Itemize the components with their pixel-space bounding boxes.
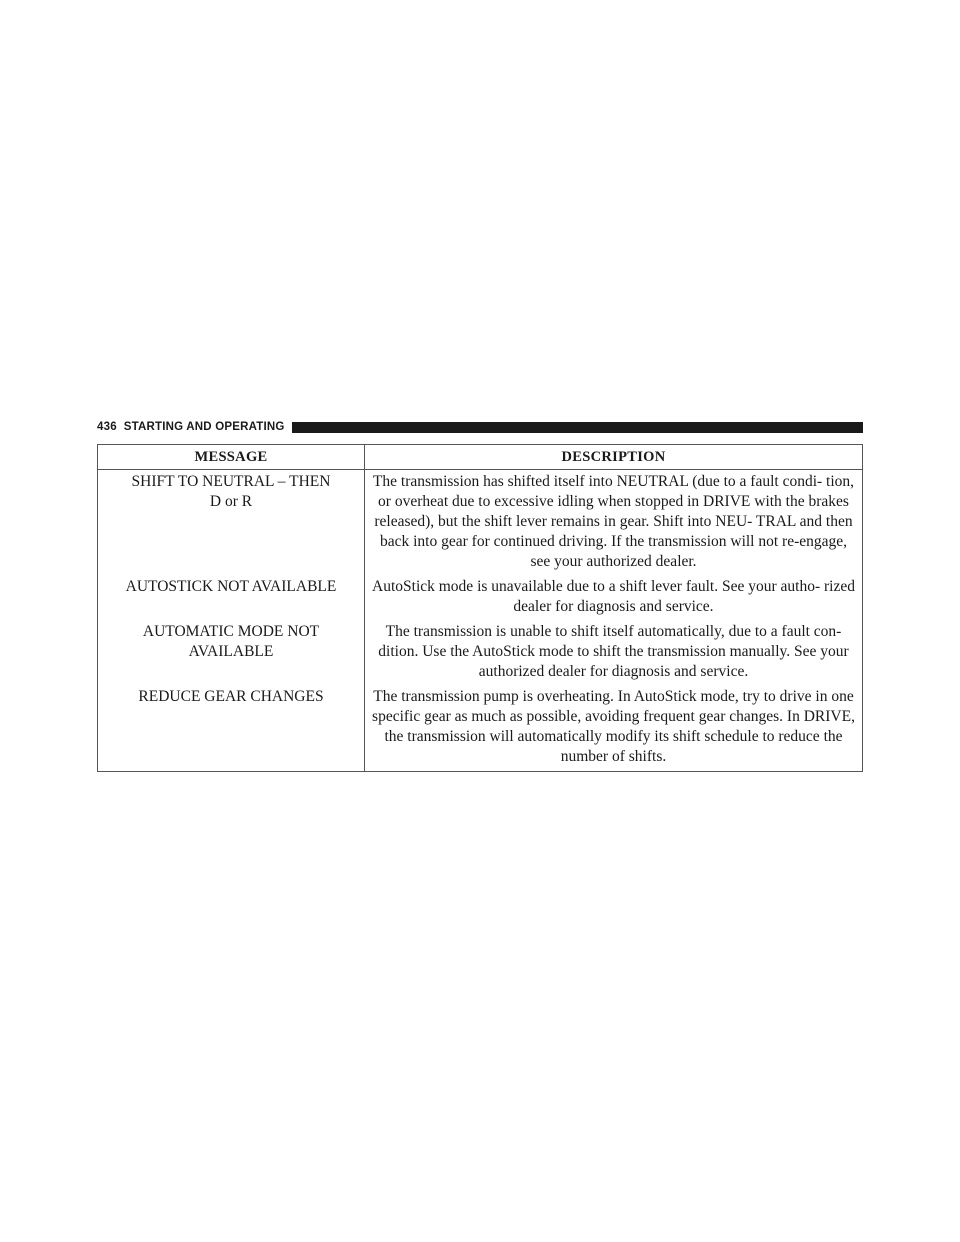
description-cell: The transmission has shifted itself into NEUTRAL (due to a fault condi- tion, or overheat due to excessive idling when stopped in DRIVE with the brakes released), but the shift lever remains in gear. Shift into NEU- TRAL and then back into gear for continued driving. If the transmission will not re-engage, see your authorized dealer. — [365, 470, 863, 576]
header-rule — [292, 422, 863, 433]
section-title: STARTING AND OPERATING — [123, 421, 285, 433]
description-cell: The transmission is unable to shift itself automatically, due to a fault con- dition. Use the AutoStick mode to shift the transmission manually. See your authorized dealer for diagnosis and service. — [365, 620, 863, 685]
table-row — [98, 685, 863, 772]
message-line: AUTOMATIC MODE NOT — [142, 623, 320, 640]
description-cell: The transmission pump is overheating. In AutoStick mode, try to drive in one specific gear as much as possible, avoiding frequent gear changes. In DRIVE, the transmission will automatically modify its shift schedule to reduce the number of shifts. — [365, 685, 863, 772]
message-line: SHIFT TO NEUTRAL – THEN — [131, 473, 331, 490]
message-cell — [98, 575, 365, 620]
table-row — [98, 470, 863, 576]
message-line: AUTOSTICK NOT AVAILABLE — [125, 578, 337, 595]
table-row — [98, 620, 863, 685]
message-line: AVAILABLE — [188, 643, 274, 660]
page-number: 436 — [97, 421, 117, 433]
message-line: D or R — [209, 493, 253, 510]
column-header-message: MESSAGE — [98, 445, 365, 470]
message-table — [97, 444, 863, 772]
message-line: REDUCE GEAR CHANGES — [138, 688, 324, 705]
table-header-row — [98, 445, 863, 470]
message-cell — [98, 685, 365, 772]
page-header — [97, 421, 863, 433]
column-header-description: DESCRIPTION — [365, 445, 863, 470]
message-cell — [98, 620, 365, 685]
message-cell — [98, 470, 365, 576]
description-cell: AutoStick mode is unavailable due to a shift lever fault. See your autho- rized dealer for diagnosis and service. — [365, 575, 863, 620]
table-row — [98, 575, 863, 620]
